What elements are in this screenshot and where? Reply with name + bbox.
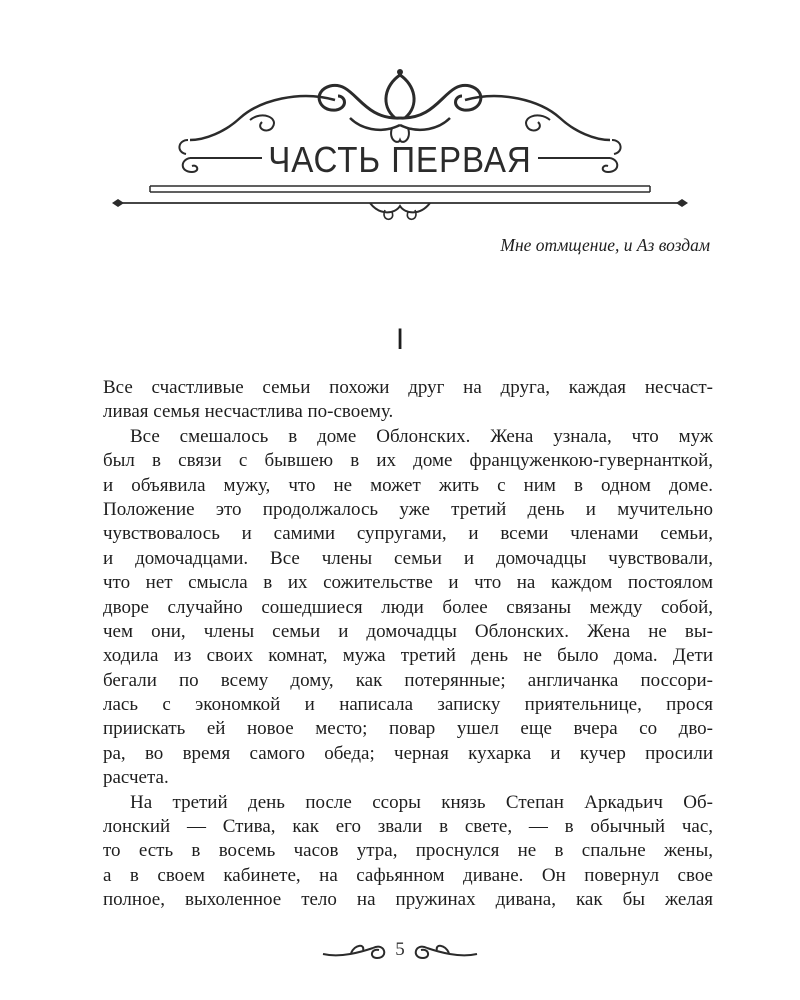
text-line: а в своем кабинете, на сафьянном диване. Он повернул свое [103,864,713,886]
text-line: дворе случайно сошедшиеся люди более связаны между собой, [103,596,713,618]
text-line: расчета. [103,767,169,789]
footer-ornament-left-icon [321,936,391,966]
chapter-number: I [395,323,405,356]
footer-ornament-right-icon [409,936,479,966]
text-line: ливая семья несчастлива по-своему. [103,401,394,423]
page-footer [0,930,800,970]
text-line: лась с экономкой и написала записку приятельнице, прося [103,694,713,716]
epigraph: Мне отмщение, и Аз воздам [500,235,710,255]
text-line: и домочадцами. Все члены семьи и домочадцы чувствовали, [103,547,713,569]
text-line: На третий день после ссоры князь Степан Аркадьич Об- [130,791,713,813]
text-line: ходила из своих комнат, мужа третий день не было дома. Дети [103,645,713,667]
text-line: Все счастливые семьи похожи друг на друга, каждая несчаст- [103,377,713,398]
text-line: Положение это продолжалось уже третий день и мучительно [103,498,713,520]
text-line: приискать ей новое место; повар ушел еще вчера со дво- [103,718,713,740]
text-line: ра, во время самого обеда; черная кухарка и кучер просили [103,742,713,764]
text-line: чувствовалось и самими супругами, и всеми членами семьи, [103,523,713,545]
page-number: 5 [395,939,405,960]
text-line: Все смешалось в доме Облонских. Жена узнала, что муж [130,425,713,447]
text-line: что нет смысла в их сожительстве и что на каждом постоялом [103,572,713,594]
text-line: был в связи с бывшею в их доме француженкою-гувернанткой, [103,450,713,472]
text-line: бегали по всему дому, как потерянные; англичанка поссори- [103,669,713,691]
text-line: полное, выхоленное тело на пружинах дивана, как бы желая [103,889,713,911]
text-line: и объявила мужу, что не может жить с ним в одном доме. [103,474,713,496]
header-ornament [0,0,800,230]
body-text [103,376,713,913]
text-line: чем они, члены семьи и домочадцы Облонских. Жена не вы- [103,620,713,642]
text-line: лонский — Стива, как его звали в свете, — в обычный час, [103,816,713,838]
text-line: то есть в восемь часов утра, проснулся не в спальне жены, [103,840,713,862]
part-title: ЧАСТЬ ПЕРВАЯ [268,139,532,180]
